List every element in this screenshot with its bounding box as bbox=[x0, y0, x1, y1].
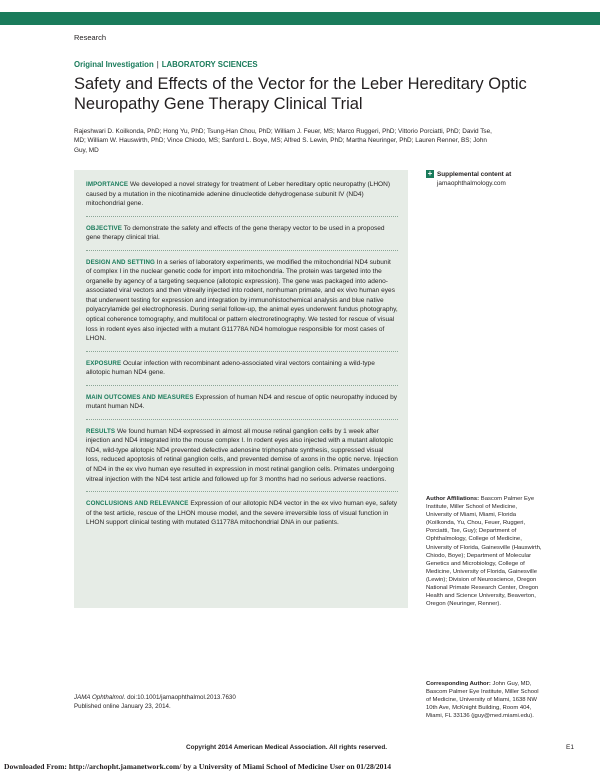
abstract-design: DESIGN AND SETTING In a series of laboratory experiments, we modified the mitochondrial ND4 subunit of complex I in the nuclear genetic code for import into mitochondria. The protein was targeted into the organelle by agency of a targeting sequence (allotopic expression). The gene was packaged into adeno-associated viral vectors and then vitreally injected into rodent, nonhuman primate, and ex vivo human eyes that underwent testing for expression and integration by immunohistochemical analysis and blue native polyacrylamide gel electrophoresis. During serial follow-up, the animal eyes underwent fundus photography, optical coherence tomography, and multifocal or pattern electroretinography. We tested for rescue of visual loss in rodent eyes also injected with a mutant G11778A ND4 homologue responsible for most cases of LHON. bbox=[86, 258, 398, 343]
author-list: Rajeshwari D. Koilkonda, PhD; Hong Yu, PhD; Tsung-Han Chou, PhD; William J. Feuer, MS; Marco Ruggeri, PhD; Vittorio Porciatti, PhD; David Tse, MD; William W. Hauswirth, PhD; Vince Chiodo, MS; Sanford L. Boye, MS; Alfred S. Lewin, PhD; Martha Neuringer, PhD; Lauren Renner, BS; John Guy, MD bbox=[74, 128, 492, 154]
published-date: Published online January 23, 2014. bbox=[74, 702, 171, 710]
abstract-divider bbox=[86, 491, 398, 492]
article-type-separator: | bbox=[156, 60, 159, 69]
article-title: Safety and Effects of the Vector for the Leber Hereditary Optic Neuropathy Gene Therapy Clinical Trial bbox=[74, 75, 527, 113]
journal-name: JAMA Ophthalmol. bbox=[74, 694, 126, 701]
article-category: LABORATORY SCIENCES bbox=[161, 60, 258, 69]
abstract-divider bbox=[86, 419, 398, 420]
supplemental-label: Supplemental content at bbox=[437, 171, 512, 178]
article-type-label: Original Investigation bbox=[74, 60, 154, 69]
citation bbox=[74, 694, 334, 711]
corresponding-author bbox=[426, 680, 544, 720]
abstract-importance: IMPORTANCE We developed a novel strategy for treatment of Leber hereditary optic neuropathy (LHON) caused by a mutation in the nicotinamide adenine dinucleotide dehydrogenase subunit IV (ND4) mitochondrial gene. bbox=[86, 181, 391, 208]
abstract-divider bbox=[86, 216, 398, 217]
corresponding-text: John Guy, MD, Bascom Palmer Eye Institute, Miller School of Medicine, University of Miami, 1638 NW 10th Ave, McKnight Building, Room 404, Miami, FL 33136 (jguy@med.miami.edu). bbox=[426, 681, 539, 720]
abstract-divider bbox=[86, 250, 398, 251]
article-type bbox=[74, 60, 258, 69]
doi[interactable]: doi:10.1001/jamaophthalmol.2013.7630 bbox=[127, 694, 236, 701]
abstract-box bbox=[74, 170, 408, 608]
page-number: E1 bbox=[566, 744, 574, 751]
abstract-conclusions: CONCLUSIONS AND RELEVANCE Expression of our allotopic ND4 vector in the ex vivo human eye, safety of the test article, rescue of the LHON mouse model, and the severe irreversible loss of visual function in LHON support clinical testing with mutated G11778A mitochondrial DNA in our patients. bbox=[86, 500, 398, 527]
abstract-exposure: EXPOSURE Ocular infection with recombinant adeno-associated viral vectors containing a wild-type allotopic human ND4 gene. bbox=[86, 359, 375, 377]
supplemental-content[interactable] bbox=[426, 170, 546, 188]
abstract-results: RESULTS We found human ND4 expressed in almost all mouse retinal ganglion cells by 1 week after injection and ND4 integrated into the mouse complex I. In rodent eyes also injected with a mutant allotopic ND4, wild-type allotopic ND4 prevented defective adenosine triphosphate synthesis, suppressed visual loss, reduced apoptosis of retinal ganglion cells, and prevented demise of axons in the optic nerve. Injection of ND4 in the ex vivo human eye resulted in expression in most retinal ganglion cells. Primates undergoing vitreal injection with the ND4 test article and followed up for 3 months had no serious adverse reactions. bbox=[86, 427, 398, 483]
abstract-divider bbox=[86, 351, 398, 352]
author-affiliations bbox=[426, 495, 544, 608]
supplemental-site-link[interactable]: jamaophthalmology.com bbox=[437, 180, 506, 187]
download-notice: Downloaded From: http://archopht.jamanetwork.com/ by a University of Miami School of Medicine User on 01/28/2014 bbox=[4, 762, 392, 771]
copyright-notice: Copyright 2014 American Medical Association. All rights reserved. bbox=[186, 744, 388, 751]
journal-header-bar bbox=[0, 12, 600, 25]
affiliations-text: Bascom Palmer Eye Institute, Miller School of Medicine, University of Miami, Miami, Florida (Koilkonda, Yu, Chou, Feuer, Ruggeri, Porciatti, Tse, Guy); Department of Ophthalmology, College of Medicine, University of Florida, Gainesville (Hauswirth, Chiodo, Boye); Department of Molecular Genetics and Microbiology, College of Medicine, University of Florida, Gainesville (Lewin); Division of Neuroscience, Oregon National Primate Research Center, Oregon Health and Science University, Beaverton, Oregon (Neuringer, Renner). bbox=[426, 496, 542, 608]
abstract-divider bbox=[86, 385, 398, 386]
corresponding-label: Corresponding Author: bbox=[426, 681, 491, 687]
affiliations-label: Author Affiliations: bbox=[426, 496, 480, 502]
section-label: Research bbox=[74, 33, 107, 42]
abstract-objective: OBJECTIVE To demonstrate the safety and effects of the gene therapy vector to be used in a proposed gene therapy clinical trial. bbox=[86, 224, 385, 242]
plus-icon: + bbox=[427, 169, 433, 178]
abstract-outcomes: MAIN OUTCOMES AND MEASURES Expression of human ND4 and rescue of optic neuropathy induced by mutant human ND4. bbox=[86, 393, 398, 411]
